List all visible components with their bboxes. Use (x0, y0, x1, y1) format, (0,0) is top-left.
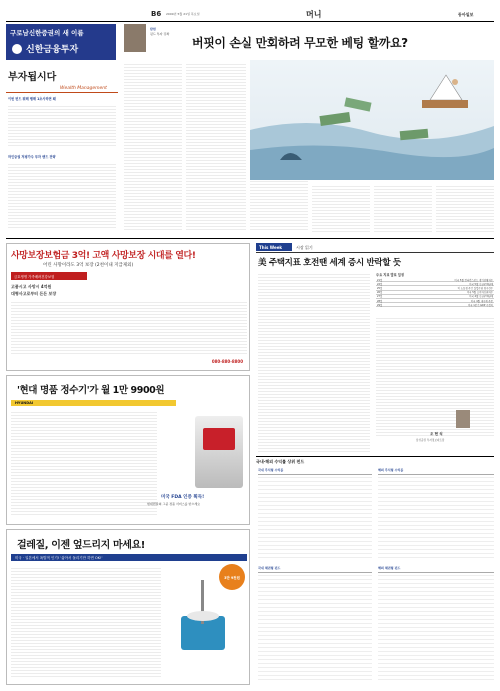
this-week-sub: 시장 읽기 (296, 245, 313, 250)
indicator-row (376, 303, 494, 307)
article-body-col4 (312, 184, 370, 232)
ad-purifier[interactable] (6, 375, 250, 525)
author-role: 삼성증권 투자정보파트장 (416, 439, 445, 442)
indicator-label: 미국 4월 내구재 주문 (470, 299, 493, 303)
ad2-logo-strip (11, 400, 247, 406)
fund-table-left (258, 474, 372, 560)
header-date: 2009년 5월 21일 목요일 (166, 12, 200, 16)
column-heading-2: 하인증권 저평가주 투자 밴드 전략 (8, 155, 56, 159)
price-badge (219, 564, 245, 590)
ad3-body (11, 566, 161, 678)
brand-icon (12, 44, 22, 54)
indicator-label: 미국 5월 신규주택판매 (469, 282, 493, 286)
brand-name: 신한금융투자 (26, 45, 79, 55)
indicator-date: 25일 (377, 286, 383, 290)
article-body-col6 (436, 184, 494, 232)
author-name: 오 현 식 (430, 432, 443, 436)
column-body-2 (8, 162, 116, 228)
newspaper-name: 동아일보 (458, 12, 474, 17)
ad1-box1: 고품시고 사망시 4억원 (11, 284, 52, 289)
section-divider (6, 238, 494, 239)
ad1-label-box (11, 272, 87, 280)
column-title: 부자됩시다 (8, 72, 57, 83)
this-week-rule (256, 252, 494, 253)
indicator-label: 미국 4월 신규주택판매 (469, 295, 493, 299)
indicator-label: 미 노동청 주간 실업수당 청구건수 (457, 286, 493, 290)
fund-table-right-2 (378, 572, 494, 682)
ad-mop[interactable] (6, 529, 250, 685)
fund-sub-right-2: 해외 채권형 펀드 (378, 566, 401, 570)
column-subtitle: Wealth Management (60, 86, 107, 91)
indicator-date: 21일 (377, 278, 383, 282)
ad1-label: 금호생명 가족배려건강보험 (14, 274, 55, 279)
byline-role: 칼럼 (150, 27, 156, 31)
indicator-table-title: 주요 지표 발표 일정 (376, 273, 404, 277)
fund-sub-left: 국내 주식형 수익률 (258, 468, 284, 472)
fund-table-left-2 (258, 572, 372, 682)
ad1-body (11, 300, 247, 356)
fund-table-right (378, 474, 494, 560)
fund-table-title: 국내·해외 수익률 상위 펀드 (256, 458, 305, 464)
indicator-date: 26일 (377, 291, 383, 295)
page-number: B6 (151, 10, 162, 18)
brand-tagline: 구로남신한증권의 새 이름 (10, 29, 84, 37)
ad1-box2: 대형사고로부터 든든 보장 (11, 291, 57, 296)
column-rule (6, 92, 118, 93)
article-body-col5 (374, 184, 432, 232)
ad2-headline: '현대 명품 정수기'가 월 1만 9900원 (17, 385, 165, 396)
author-photo (456, 410, 470, 428)
ad2-logo: HYUNDAI (15, 401, 34, 405)
indicator-label: 미국 1분기 GDP 수정치 (467, 303, 493, 307)
byline-name: 펀드 투자 강좌 (150, 32, 170, 36)
ad2-body (11, 410, 157, 516)
this-week-tag (256, 243, 292, 251)
this-week-body-2 (376, 316, 494, 436)
indicator-label: 미국 5월 컨퍼런스보드 경기선행지수 (454, 278, 493, 282)
brand-box (6, 24, 116, 60)
this-week-body-1 (258, 272, 370, 452)
header-rule (6, 21, 494, 22)
indicator-date: 28일 (377, 299, 383, 303)
section-title: 머니 (306, 10, 322, 19)
page-header (6, 6, 494, 22)
ad1-phone[interactable]: 080-880-8800 (211, 359, 243, 364)
article-body-col1 (124, 62, 182, 232)
indicator-date: 22일 (377, 282, 383, 286)
article-body-col2 (186, 62, 246, 232)
this-week-label: This Week (259, 244, 283, 250)
ad2-badge: 미국 FDA 인증 획득! (161, 495, 205, 500)
indicator-date: 27일 (377, 295, 383, 299)
ad1-subhead: 어린 사망이라도 3억 보장 (2천이내 지급제외) (43, 263, 134, 268)
byline-photo (124, 24, 146, 52)
fund-sub-left-2: 국내 채권형 펀드 (258, 566, 281, 570)
column-body-1 (8, 104, 116, 146)
ad3-headline: 걸레질, 이젠 엎드리지 마세요! (17, 540, 145, 551)
fund-sub-right: 해외 주식형 수익률 (378, 468, 404, 472)
indicator-label: 미국 5월 소비자신뢰지수 (466, 291, 493, 295)
this-week-headline: 美 주택지표 호전땐 세계 증시 반락할 듯 (258, 258, 401, 268)
purifier-image (195, 416, 243, 488)
column-heading-1: 이번 펀드 뭐해 행해 1초사하면 돼 (8, 97, 56, 101)
ad1-headline: 사망보장보험금 3억! 고액 사망보장 시대를 열다! (11, 251, 196, 261)
fund-table-title-bar (256, 456, 494, 464)
ad3-subhead-box (11, 554, 247, 561)
ad-insurance[interactable] (6, 243, 250, 371)
illustration (250, 60, 494, 180)
indicator-date: 29일 (377, 303, 383, 307)
indicator-table (376, 272, 494, 312)
top-headline: 버핏이 손실 만회하려 무모한 베팅 할까요? (192, 36, 408, 50)
ad2-badge-2: 현대렌탈의 그중 정품 서비스를 받으세요 (147, 502, 201, 506)
price-badge-text: 3만 9천원 (224, 575, 240, 580)
ad3-subhead: 미국 · 일본에서 폭발적 인기! '삶아서 돌리기만 하면 OK!' (15, 555, 103, 560)
